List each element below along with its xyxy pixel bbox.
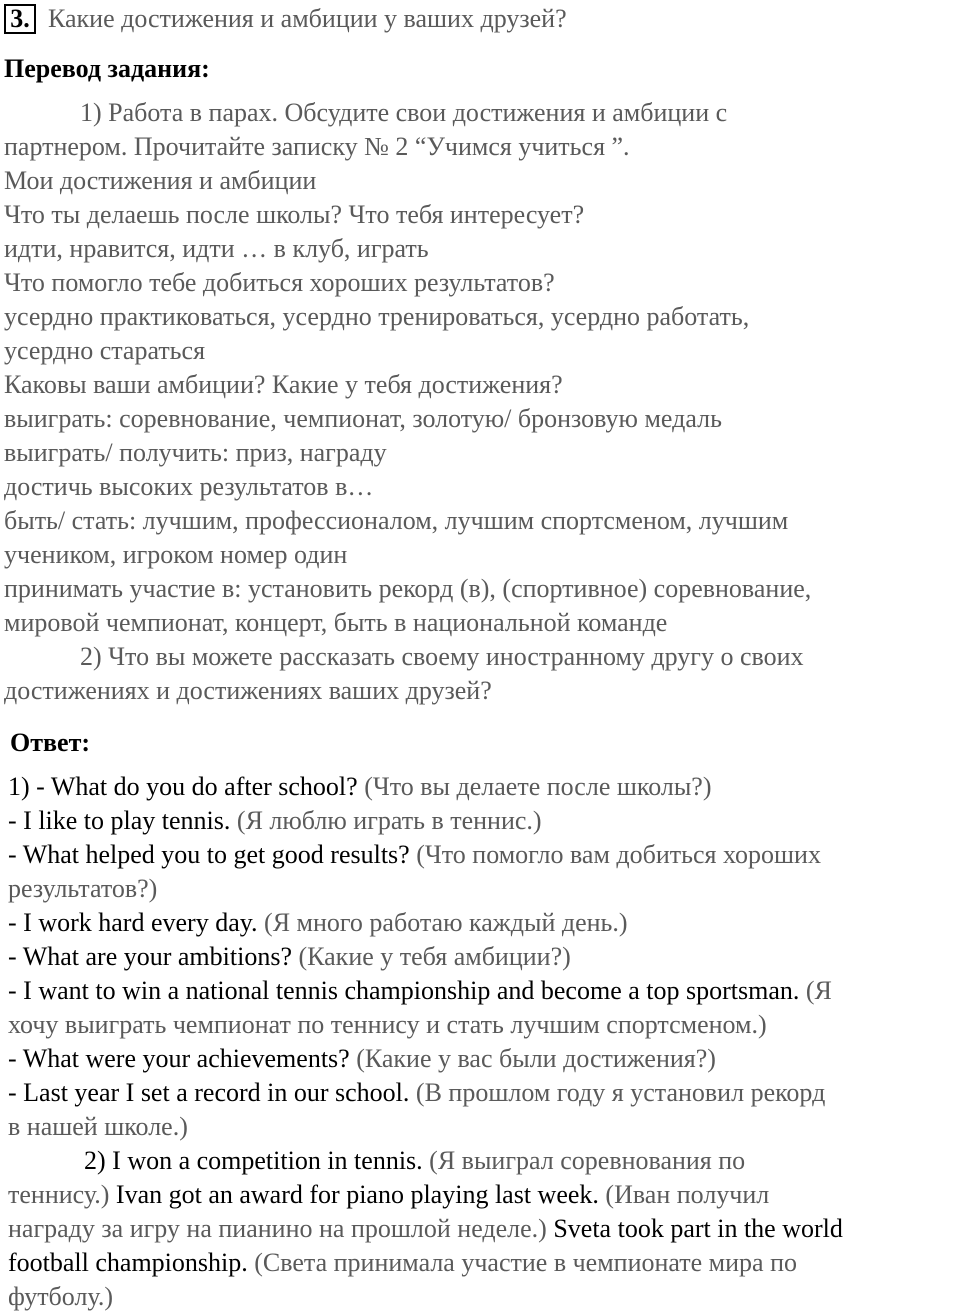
translation-heading: Перевод задания: [4,54,210,83]
translation-line: выиграть: соревнование, чемпионат, золотую/ бронзовую медаль [4,404,722,433]
task-question: Какие достижения и амбиции у ваших друзей? [48,4,567,33]
english-text: - What helped you to get good results? [8,840,417,869]
answer-line [8,974,832,1008]
russian-translation: (Что помогло вам добиться хороших [416,840,821,869]
russian-translation: (Я люблю играть в теннис.) [236,806,542,835]
translation-line: 1) Работа в парах. Обсудите свои достижения и амбиции с [80,98,728,127]
russian-translation: (В прошлом году я установил рекорд [415,1078,826,1107]
translation-line: достичь высоких результатов в… [4,472,374,501]
answer-heading: Ответ: [10,728,91,757]
russian-translation: (Света принимала участие в чемпионате мира по [254,1248,797,1277]
translation-line: достижениях и достижениях ваших друзей? [4,676,492,705]
translation-line: партнером. Прочитайте записку № 2 “Учимся учиться ”. [4,132,630,161]
russian-translation: в нашей школе.) [8,1112,188,1141]
answer-line [8,1280,113,1314]
translation-line: Что помогло тебе добиться хороших результатов? [4,268,555,297]
english-text: football championship. [8,1248,255,1277]
russian-translation: хочу выиграть чемпионат по теннису и стать лучшим спортсменом.) [8,1010,767,1039]
translation-line: Мои достижения и амбиции [4,166,317,195]
answer-line [8,804,542,838]
translation-line: быть/ стать: лучшим, профессионалом, лучшим спортсменом, лучшим [4,506,789,535]
english-text: Ivan got an award for piano playing last week. [115,1180,606,1209]
answer-line [8,1110,188,1144]
answer-line [8,1212,843,1246]
english-text: 2) I won a competition in tennis. [84,1146,430,1175]
answer-line [84,1144,745,1178]
english-text: - What were your achievements? [8,1044,357,1073]
russian-translation: результатов?) [8,874,158,903]
english-text: - I want to win a national tennis championship and become a top sportsman. [8,976,806,1005]
answer-line [8,872,157,906]
answer-line [8,940,571,974]
answer-line [8,1042,716,1076]
english-text: Sveta took part in the world [553,1214,843,1243]
russian-translation: (Иван получил [605,1180,770,1209]
answer-line [8,838,821,872]
translation-line: принимать участие в: установить рекорд (в), (спортивное) соревнование, [4,574,812,603]
translation-line: выиграть/ получить: приз, награду [4,438,387,467]
translation-line: 2) Что вы можете рассказать своему иностранному другу о своих [80,642,804,671]
russian-translation: награду за игру на пианино на прошлой неделе.) [8,1214,554,1243]
answer-line [8,1178,769,1212]
answer-line [8,906,628,940]
english-text: - I work hard every day. [8,908,265,937]
answer-line [8,770,712,804]
translation-line: мировой чемпионат, концерт, быть в национальной команде [4,608,668,637]
english-text: 1) - What do you do after school? [8,772,365,801]
russian-translation: (Я [805,976,832,1005]
russian-translation: теннису.) [8,1180,116,1209]
translation-line: Каковы ваши амбиции? Какие у тебя достижения? [4,370,563,399]
russian-translation: (Что вы делаете после школы?) [364,772,712,801]
translation-line: учеником, игроком номер один [4,540,348,569]
translation-line: идти, нравится, идти … в клуб, играть [4,234,429,263]
russian-translation: (Какие у вас были достижения?) [356,1044,716,1073]
translation-line: усердно стараться [4,336,206,365]
russian-translation: футболу.) [8,1282,113,1311]
english-text: - I like to play tennis. [8,806,237,835]
answer-line [8,1246,797,1280]
russian-translation: (Какие у тебя амбиции?) [298,942,571,971]
answer-line [8,1008,767,1042]
answer-line [8,1076,825,1110]
translation-line: Что ты делаешь после школы? Что тебя интересует? [4,200,585,229]
translation-line: усердно практиковаться, усердно тренироваться, усердно работать, [4,302,750,331]
russian-translation: (Я много работаю каждый день.) [264,908,628,937]
english-text: - What are your ambitions? [8,942,299,971]
russian-translation: (Я выиграл соревнования по [429,1146,746,1175]
english-text: - Last year I set a record in our school. [8,1078,416,1107]
task-number-box: 3. [4,4,36,34]
